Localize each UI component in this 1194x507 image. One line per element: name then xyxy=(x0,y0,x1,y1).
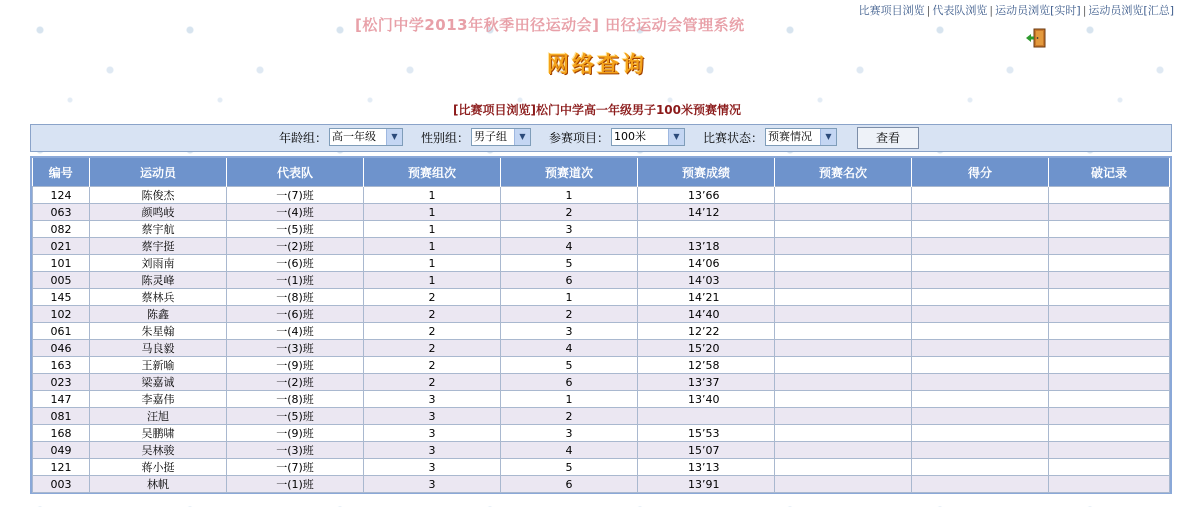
cell-result: 15’20 xyxy=(638,340,775,357)
cell-id: 023 xyxy=(33,374,90,391)
cell-athlete: 马良毅 xyxy=(90,340,227,357)
cell-lane: 1 xyxy=(501,289,638,306)
cell-score xyxy=(912,306,1049,323)
cell-id: 145 xyxy=(33,289,90,306)
cell-team: 一(1)班 xyxy=(227,476,364,493)
gender-value: 男子组 xyxy=(474,130,507,143)
cell-lane: 6 xyxy=(501,272,638,289)
table-row xyxy=(33,238,1170,255)
cell-id: 021 xyxy=(33,238,90,255)
cell-lane: 4 xyxy=(501,442,638,459)
cell-result: 15’07 xyxy=(638,442,775,459)
cell-record xyxy=(1049,289,1170,306)
table-row xyxy=(33,425,1170,442)
cell-score xyxy=(912,408,1049,425)
cell-team: 一(7)班 xyxy=(227,187,364,204)
col-header-score: 得分 xyxy=(912,158,1049,187)
cell-record xyxy=(1049,340,1170,357)
cell-record xyxy=(1049,425,1170,442)
cell-score xyxy=(912,476,1049,493)
cell-rank xyxy=(775,374,912,391)
results-table xyxy=(32,158,1170,493)
cell-result: 13’13 xyxy=(638,459,775,476)
cell-rank xyxy=(775,476,912,493)
cell-result xyxy=(638,221,775,238)
cell-lane: 2 xyxy=(501,408,638,425)
cell-team: 一(5)班 xyxy=(227,221,364,238)
cell-score xyxy=(912,255,1049,272)
cell-score xyxy=(912,391,1049,408)
cell-rank xyxy=(775,255,912,272)
cell-rank xyxy=(775,340,912,357)
cell-rank xyxy=(775,204,912,221)
cell-heat: 2 xyxy=(364,357,501,374)
nav-link-athletes-realtime[interactable]: 运动员浏览[实时] xyxy=(995,4,1081,17)
gender-label: 性别组： xyxy=(421,131,470,145)
cell-record xyxy=(1049,357,1170,374)
nav-separator: | xyxy=(1082,4,1087,17)
cell-result: 12’22 xyxy=(638,323,775,340)
cell-team: 一(9)班 xyxy=(227,425,364,442)
cell-result: 14’40 xyxy=(638,306,775,323)
col-header-id: 编号 xyxy=(33,158,90,187)
cell-lane: 5 xyxy=(501,357,638,374)
table-body xyxy=(33,187,1170,493)
cell-result: 14’06 xyxy=(638,255,775,272)
cell-lane: 3 xyxy=(501,425,638,442)
cell-rank xyxy=(775,391,912,408)
cell-id: 005 xyxy=(33,272,90,289)
cell-athlete: 陈鑫 xyxy=(90,306,227,323)
cell-athlete: 梁嘉诚 xyxy=(90,374,227,391)
cell-result: 12’58 xyxy=(638,357,775,374)
table-row xyxy=(33,374,1170,391)
cell-team: 一(6)班 xyxy=(227,306,364,323)
cell-score xyxy=(912,425,1049,442)
col-header-athlete: 运动员 xyxy=(90,158,227,187)
results-table-container xyxy=(30,156,1172,494)
table-row xyxy=(33,357,1170,374)
cell-team: 一(3)班 xyxy=(227,340,364,357)
age-group-label: 年龄组： xyxy=(279,131,328,145)
cell-lane: 3 xyxy=(501,221,638,238)
chevron-down-icon: ▼ xyxy=(514,129,530,145)
cell-athlete: 颜鸣岐 xyxy=(90,204,227,221)
cell-athlete: 蔡宇航 xyxy=(90,221,227,238)
cell-id: 049 xyxy=(33,442,90,459)
cell-lane: 2 xyxy=(501,306,638,323)
nav-separator: | xyxy=(989,4,994,17)
cell-lane: 4 xyxy=(501,340,638,357)
nav-link-events[interactable]: 比赛项目浏览 xyxy=(858,4,925,17)
cell-heat: 1 xyxy=(364,221,501,238)
age-group-value: 高一年级 xyxy=(332,130,376,143)
cell-team: 一(6)班 xyxy=(227,255,364,272)
cell-athlete: 汪旭 xyxy=(90,408,227,425)
cell-result: 13’91 xyxy=(638,476,775,493)
cell-rank xyxy=(775,442,912,459)
cell-id: 082 xyxy=(33,221,90,238)
cell-heat: 1 xyxy=(364,187,501,204)
cell-score xyxy=(912,238,1049,255)
cell-score xyxy=(912,204,1049,221)
table-row xyxy=(33,323,1170,340)
cell-id: 163 xyxy=(33,357,90,374)
cell-team: 一(8)班 xyxy=(227,391,364,408)
cell-score xyxy=(912,340,1049,357)
event-select[interactable] xyxy=(611,128,685,146)
cell-id: 124 xyxy=(33,187,90,204)
status-label: 比赛状态： xyxy=(703,131,764,145)
cell-heat: 2 xyxy=(364,323,501,340)
cell-athlete: 林帆 xyxy=(90,476,227,493)
cell-heat: 3 xyxy=(364,408,501,425)
col-header-result: 预赛成绩 xyxy=(638,158,775,187)
cell-heat: 1 xyxy=(364,204,501,221)
cell-score xyxy=(912,289,1049,306)
cell-record xyxy=(1049,374,1170,391)
cell-athlete: 吴鹏啸 xyxy=(90,425,227,442)
chevron-down-icon: ▼ xyxy=(668,129,684,145)
cell-athlete: 蔡宇挺 xyxy=(90,238,227,255)
chevron-down-icon: ▼ xyxy=(820,129,836,145)
table-row xyxy=(33,442,1170,459)
cell-athlete: 王新喻 xyxy=(90,357,227,374)
cell-team: 一(7)班 xyxy=(227,459,364,476)
cell-result: 13’40 xyxy=(638,391,775,408)
table-row xyxy=(33,340,1170,357)
gender-select[interactable] xyxy=(471,128,531,146)
cell-id: 046 xyxy=(33,340,90,357)
cell-score xyxy=(912,357,1049,374)
cell-rank xyxy=(775,357,912,374)
table-row xyxy=(33,272,1170,289)
cell-rank xyxy=(775,459,912,476)
cell-rank xyxy=(775,221,912,238)
col-header-heat: 预赛组次 xyxy=(364,158,501,187)
cell-lane: 1 xyxy=(501,391,638,408)
col-header-record: 破记录 xyxy=(1049,158,1170,187)
nav-separator: | xyxy=(926,4,931,17)
cell-score xyxy=(912,459,1049,476)
table-row xyxy=(33,255,1170,272)
cell-team: 一(5)班 xyxy=(227,408,364,425)
table-row xyxy=(33,476,1170,493)
cell-id: 168 xyxy=(33,425,90,442)
exit-door-icon[interactable] xyxy=(1025,28,1047,48)
cell-lane: 6 xyxy=(501,476,638,493)
cell-result: 13’66 xyxy=(638,187,775,204)
event-value: 100米 xyxy=(614,130,646,143)
cell-id: 063 xyxy=(33,204,90,221)
page-subtitle: [比赛项目浏览]松门中学高一年级男子100米预赛情况 xyxy=(452,103,742,117)
cell-lane: 5 xyxy=(501,255,638,272)
cell-result: 15’53 xyxy=(638,425,775,442)
cell-heat: 1 xyxy=(364,238,501,255)
table-row xyxy=(33,204,1170,221)
cell-record xyxy=(1049,187,1170,204)
table-row xyxy=(33,306,1170,323)
cell-heat: 3 xyxy=(364,442,501,459)
cell-id: 121 xyxy=(33,459,90,476)
cell-id: 102 xyxy=(33,306,90,323)
cell-record xyxy=(1049,408,1170,425)
cell-heat: 2 xyxy=(364,374,501,391)
cell-team: 一(2)班 xyxy=(227,238,364,255)
cell-team: 一(4)班 xyxy=(227,204,364,221)
cell-record xyxy=(1049,323,1170,340)
cell-heat: 2 xyxy=(364,289,501,306)
cell-athlete: 李嘉伟 xyxy=(90,391,227,408)
cell-team: 一(2)班 xyxy=(227,374,364,391)
cell-athlete: 陈灵峰 xyxy=(90,272,227,289)
col-header-lane: 预赛道次 xyxy=(501,158,638,187)
cell-rank xyxy=(775,272,912,289)
cell-lane: 4 xyxy=(501,238,638,255)
cell-result: 14’21 xyxy=(638,289,775,306)
status-select[interactable] xyxy=(765,128,837,146)
cell-heat: 1 xyxy=(364,272,501,289)
cell-lane: 1 xyxy=(501,187,638,204)
cell-record xyxy=(1049,238,1170,255)
cell-id: 061 xyxy=(33,323,90,340)
cell-rank xyxy=(775,425,912,442)
event-label: 参赛项目： xyxy=(549,131,610,145)
cell-score xyxy=(912,374,1049,391)
col-header-rank: 预赛名次 xyxy=(775,158,912,187)
cell-score xyxy=(912,442,1049,459)
cell-result: 13’37 xyxy=(638,374,775,391)
query-button[interactable]: 查看 xyxy=(857,127,919,149)
table-row xyxy=(33,187,1170,204)
age-group-select[interactable] xyxy=(329,128,403,146)
cell-id: 003 xyxy=(33,476,90,493)
table-row xyxy=(33,408,1170,425)
cell-record xyxy=(1049,306,1170,323)
cell-rank xyxy=(775,323,912,340)
cell-score xyxy=(912,323,1049,340)
table-row xyxy=(33,459,1170,476)
cell-result: 14’03 xyxy=(638,272,775,289)
cell-athlete: 朱星翰 xyxy=(90,323,227,340)
cell-result xyxy=(638,408,775,425)
cell-athlete: 刘雨南 xyxy=(90,255,227,272)
cell-rank xyxy=(775,238,912,255)
cell-lane: 6 xyxy=(501,374,638,391)
cell-heat: 3 xyxy=(364,425,501,442)
table-row xyxy=(33,221,1170,238)
table-row xyxy=(33,289,1170,306)
cell-heat: 2 xyxy=(364,340,501,357)
cell-id: 147 xyxy=(33,391,90,408)
cell-team: 一(9)班 xyxy=(227,357,364,374)
cell-rank xyxy=(775,187,912,204)
cell-rank xyxy=(775,408,912,425)
cell-athlete: 蔡林兵 xyxy=(90,289,227,306)
cell-team: 一(8)班 xyxy=(227,289,364,306)
cell-result: 13’18 xyxy=(638,238,775,255)
cell-record xyxy=(1049,221,1170,238)
cell-heat: 3 xyxy=(364,476,501,493)
cell-score xyxy=(912,187,1049,204)
cell-athlete: 蒋小挺 xyxy=(90,459,227,476)
cell-id: 101 xyxy=(33,255,90,272)
cell-heat: 3 xyxy=(364,459,501,476)
chevron-down-icon: ▼ xyxy=(386,129,402,145)
app-title: [松门中学2013年秋季田径运动会] 田径运动会管理系统 xyxy=(355,16,745,34)
cell-record xyxy=(1049,442,1170,459)
nav-link-athletes-summary[interactable]: 运动员浏览[汇总] xyxy=(1088,4,1174,17)
cell-lane: 5 xyxy=(501,459,638,476)
cell-score xyxy=(912,272,1049,289)
cell-team: 一(4)班 xyxy=(227,323,364,340)
cell-heat: 1 xyxy=(364,255,501,272)
col-header-team: 代表队 xyxy=(227,158,364,187)
cell-heat: 2 xyxy=(364,306,501,323)
cell-record xyxy=(1049,459,1170,476)
cell-record xyxy=(1049,272,1170,289)
cell-athlete: 陈俊杰 xyxy=(90,187,227,204)
cell-lane: 2 xyxy=(501,204,638,221)
table-header-row xyxy=(33,158,1170,187)
cell-team: 一(3)班 xyxy=(227,442,364,459)
cell-heat: 3 xyxy=(364,391,501,408)
cell-record xyxy=(1049,391,1170,408)
cell-record xyxy=(1049,255,1170,272)
cell-rank xyxy=(775,306,912,323)
top-nav-links xyxy=(859,2,1174,18)
table-row xyxy=(33,391,1170,408)
cell-team: 一(1)班 xyxy=(227,272,364,289)
status-value: 预赛情况 xyxy=(768,130,812,143)
cell-result: 14’12 xyxy=(638,204,775,221)
cell-record xyxy=(1049,204,1170,221)
cell-athlete: 吴林骏 xyxy=(90,442,227,459)
cell-id: 081 xyxy=(33,408,90,425)
cell-rank xyxy=(775,289,912,306)
nav-link-teams[interactable]: 代表队浏览 xyxy=(932,4,988,17)
cell-lane: 3 xyxy=(501,323,638,340)
page-heading: 网络查询 xyxy=(546,53,647,78)
filter-bar xyxy=(30,124,1172,152)
cell-score xyxy=(912,221,1049,238)
cell-record xyxy=(1049,476,1170,493)
